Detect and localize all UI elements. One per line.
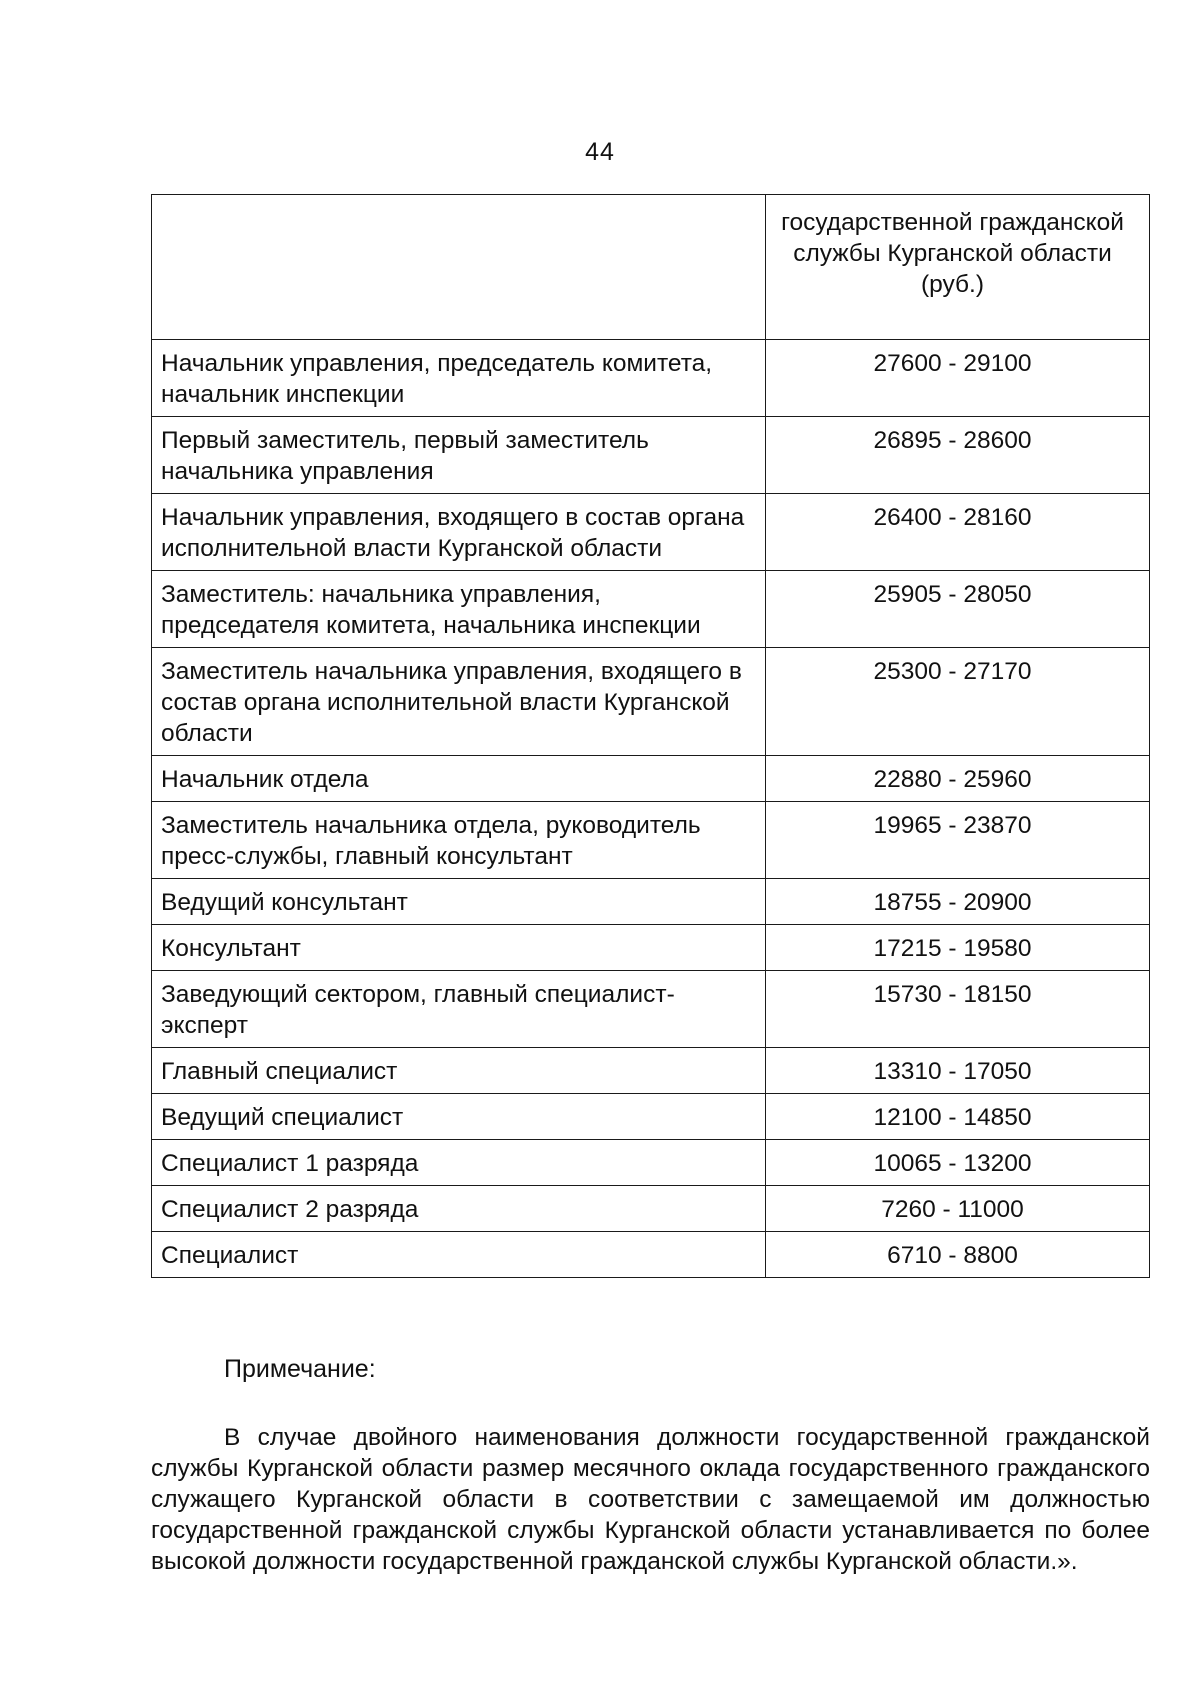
position-cell: Первый заместитель, первый заместитель начальника управления — [152, 417, 766, 494]
position-cell: Начальник управления, входящего в состав органа исполнительной власти Курганской области — [152, 494, 766, 571]
position-cell: Ведущий специалист — [152, 1094, 766, 1140]
position-cell: Ведущий консультант — [152, 879, 766, 925]
table-row — [152, 1232, 1150, 1278]
salary-cell: 18755 - 20900 — [766, 879, 1150, 925]
salary-cell: 25905 - 28050 — [766, 571, 1150, 648]
position-cell: Консультант — [152, 925, 766, 971]
page-number: 44 — [585, 138, 615, 166]
salary-cell: 17215 - 19580 — [766, 925, 1150, 971]
salary-table-body — [152, 195, 1150, 1278]
table-row — [152, 494, 1150, 571]
note-label: Примечание: — [224, 1355, 376, 1383]
table-row — [152, 756, 1150, 802]
table-row — [152, 1094, 1150, 1140]
position-cell: Начальник отдела — [152, 756, 766, 802]
salary-cell: 13310 - 17050 — [766, 1048, 1150, 1094]
position-cell: Заместитель начальника отдела, руководитель пресс-службы, главный консультант — [152, 802, 766, 879]
position-cell: Специалист 1 разряда — [152, 1140, 766, 1186]
header-salary-cell: государственной гражданской службы Курганской области (руб.) — [766, 195, 1150, 340]
salary-cell: 7260 - 11000 — [766, 1186, 1150, 1232]
table-row — [152, 802, 1150, 879]
position-cell: Заместитель начальника управления, входящего в состав органа исполнительной власти Курганской области — [152, 648, 766, 756]
table-header-row — [152, 195, 1150, 340]
note-text: В случае двойного наименования должности государственной гражданской службы Курганской области размер месячного оклада государственного гражданского служащего Курганской области в соответствии с замещаемой им должностью государственной гражданской службы Курганской области устанавливается по более высокой должности государственной гражданской службы Курганской области.». — [151, 1424, 1150, 1575]
salary-cell: 22880 - 25960 — [766, 756, 1150, 802]
table-row — [152, 925, 1150, 971]
header-position-cell — [152, 195, 766, 340]
salary-cell: 19965 - 23870 — [766, 802, 1150, 879]
table-row — [152, 1186, 1150, 1232]
table-row — [152, 879, 1150, 925]
salary-cell: 6710 - 8800 — [766, 1232, 1150, 1278]
salary-cell: 12100 - 14850 — [766, 1094, 1150, 1140]
position-cell: Начальник управления, председатель комитета, начальник инспекции — [152, 340, 766, 417]
salary-cell: 26400 - 28160 — [766, 494, 1150, 571]
position-cell: Главный специалист — [152, 1048, 766, 1094]
position-cell: Заведующий сектором, главный специалист-эксперт — [152, 971, 766, 1048]
table-row — [152, 1140, 1150, 1186]
table-row — [152, 971, 1150, 1048]
salary-cell: 27600 - 29100 — [766, 340, 1150, 417]
position-cell: Специалист 2 разряда — [152, 1186, 766, 1232]
salary-cell: 26895 - 28600 — [766, 417, 1150, 494]
table-row — [152, 648, 1150, 756]
salary-cell: 25300 - 27170 — [766, 648, 1150, 756]
table-row — [152, 417, 1150, 494]
salary-cell: 15730 - 18150 — [766, 971, 1150, 1048]
table-row — [152, 1048, 1150, 1094]
salary-cell: 10065 - 13200 — [766, 1140, 1150, 1186]
salary-table — [151, 194, 1150, 1278]
table-row — [152, 571, 1150, 648]
table-row — [152, 340, 1150, 417]
position-cell: Специалист — [152, 1232, 766, 1278]
position-cell: Заместитель: начальника управления, председателя комитета, начальника инспекции — [152, 571, 766, 648]
